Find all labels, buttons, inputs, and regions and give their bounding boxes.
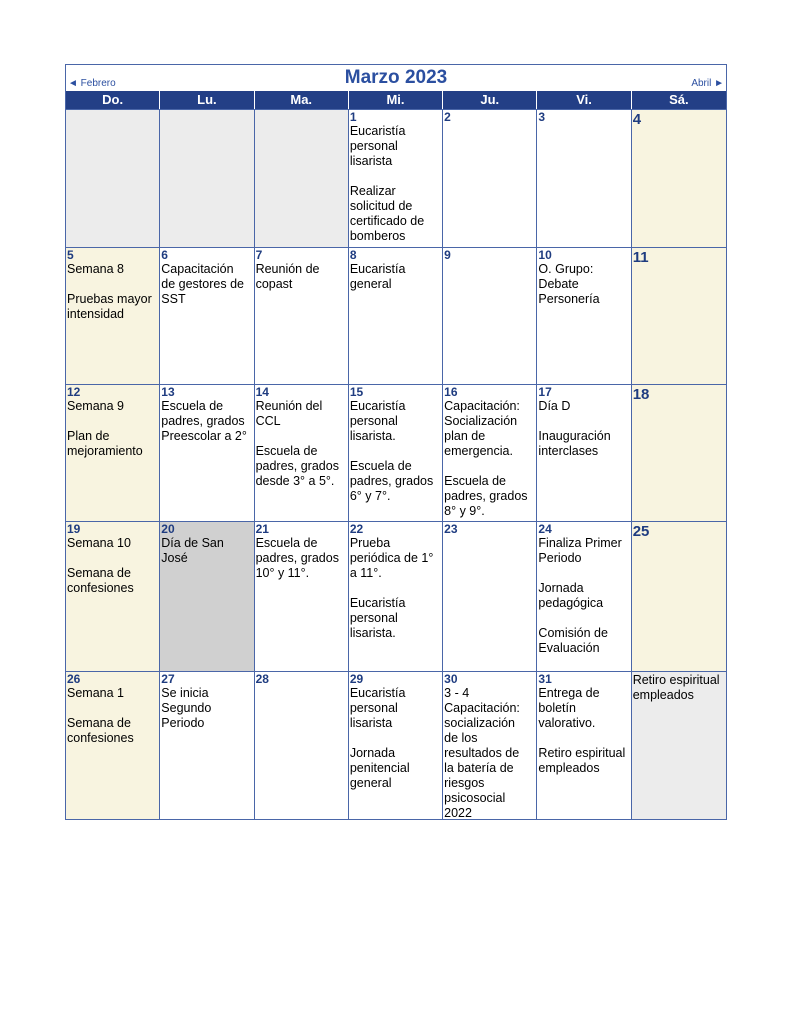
event-text: Se inicia Segundo Periodo [161, 686, 212, 730]
day-cell-2[interactable] [443, 109, 537, 247]
day-number: 4 [632, 111, 642, 128]
day-cell-13[interactable] [160, 384, 254, 521]
day-cell-15[interactable] [349, 384, 443, 521]
day-cell-23[interactable] [443, 521, 537, 671]
event-text: Escuela de padres, grados desde 3° a 5°. [255, 444, 339, 488]
day-number: 17 [538, 385, 552, 399]
day-cell-8[interactable] [349, 247, 443, 384]
event-text: Finaliza Primer Periodo [538, 536, 622, 565]
event-text: O. Grupo: Debate Personería [538, 262, 600, 306]
day-cell-29[interactable] [349, 671, 443, 819]
event-text: Reunión de copast [255, 262, 320, 291]
day-cell-12[interactable] [66, 384, 160, 521]
day-number: 16 [444, 385, 458, 399]
event-text: Entrega de boletín valorativo. [538, 686, 600, 730]
event-text: Comisión de Evaluación [538, 626, 608, 655]
next-month-link[interactable]: Abril ► [691, 78, 724, 89]
event-text: Capacitación de gestores de SST [161, 262, 244, 306]
day-number: 19 [67, 522, 81, 536]
day-number: 26 [67, 672, 81, 686]
event-text: 3 - 4 Capacitación: socialización de los resultados de la batería de riesgos psicosocial 2022 [444, 686, 520, 819]
event-text: Retiro espiritual empleados [538, 746, 626, 775]
day-cell-empty[interactable] [160, 109, 254, 247]
day-number: 11 [632, 249, 649, 266]
day-cell-empty[interactable] [632, 671, 726, 819]
day-cell-31[interactable] [537, 671, 631, 819]
prev-month-link[interactable]: ◄ Febrero [68, 78, 116, 89]
event-text: Eucaristía personal lisarista. [349, 596, 406, 640]
day-number: 1 [349, 110, 357, 124]
event-text: Inauguración interclases [538, 429, 611, 458]
day-number: 31 [538, 672, 552, 686]
event-text: Capacitación: Socialización plan de emergencia. [444, 399, 520, 458]
weekday-thursday: Ju. [443, 91, 537, 109]
day-number: 27 [161, 672, 175, 686]
day-cell-19[interactable] [66, 521, 160, 671]
event-text: Eucaristía personal lisarista [349, 686, 406, 730]
weekday-header [66, 91, 726, 109]
day-number: 5 [67, 248, 74, 262]
day-cell-18[interactable] [632, 384, 726, 521]
event-text: Escuela de padres, grados Preescolar a 2° [161, 399, 247, 443]
day-cell-5[interactable] [66, 247, 160, 384]
day-number: 3 [538, 110, 546, 124]
event-text: Eucaristía personal lisarista. [349, 399, 406, 443]
event-text: Eucaristía general [349, 262, 406, 291]
day-number: 21 [255, 522, 269, 536]
day-cell-24[interactable] [537, 521, 631, 671]
day-cell-7[interactable] [255, 247, 349, 384]
day-number: 24 [538, 522, 552, 536]
event-text: Semana 9 [67, 399, 124, 413]
day-cell-21[interactable] [255, 521, 349, 671]
event-text: Plan de mejoramiento [67, 429, 143, 458]
day-number: 29 [349, 672, 364, 686]
event-text: Eucaristía personal lisarista [349, 124, 406, 168]
day-cell-empty[interactable] [66, 109, 160, 247]
calendar-header [66, 65, 726, 91]
day-number: 12 [67, 385, 81, 399]
day-number: 8 [349, 248, 357, 262]
weekday-saturday: Sá. [669, 92, 689, 107]
day-cell-10[interactable] [537, 247, 631, 384]
weekday-sunday: Do. [66, 91, 160, 109]
day-number: 23 [444, 522, 458, 536]
event-text: Pruebas mayor intensidad [67, 292, 152, 321]
day-cell-17[interactable] [537, 384, 631, 521]
event-text: Día de San José [161, 536, 224, 565]
day-number: 20 [161, 522, 175, 536]
event-text: Retiro espiritual empleados [632, 673, 720, 702]
day-number: 9 [444, 248, 451, 262]
day-number: 6 [161, 248, 168, 262]
event-text: Jornada pedagógica [538, 581, 604, 610]
event-text: Día D [538, 399, 571, 413]
event-text: Semana de confesiones [67, 566, 134, 595]
event-text: Semana 1 [67, 686, 124, 700]
day-cell-3[interactable] [537, 109, 631, 247]
calendar-grid [66, 109, 726, 819]
day-number: 30 [444, 672, 458, 686]
calendar [65, 64, 727, 820]
day-cell-28[interactable] [255, 671, 349, 819]
weekday-monday: Lu. [160, 91, 254, 109]
day-number: 2 [444, 110, 451, 124]
day-cell-1[interactable] [349, 109, 443, 247]
day-cell-11[interactable] [632, 247, 726, 384]
event-text: Escuela de padres, grados 10° y 11°. [255, 536, 339, 580]
day-cell-26[interactable] [66, 671, 160, 819]
month-title: Marzo 2023 [344, 67, 448, 88]
day-number: 13 [161, 385, 175, 399]
day-cell-20[interactable] [160, 521, 254, 671]
day-cell-6[interactable] [160, 247, 254, 384]
day-cell-14[interactable] [255, 384, 349, 521]
event-text: Jornada penitencial general [349, 746, 410, 790]
day-cell-4[interactable] [632, 109, 726, 247]
weekday-wednesday: Mi. [349, 91, 443, 109]
day-cell-25[interactable] [632, 521, 726, 671]
event-text: Semana 8 [67, 262, 124, 276]
day-number: 14 [255, 385, 269, 399]
day-cell-30[interactable] [443, 671, 537, 819]
day-cell-empty[interactable] [255, 109, 349, 247]
weekday-friday: Vi. [537, 91, 631, 109]
event-text: Prueba periódica de 1° a 11°. [349, 536, 434, 580]
weekday-tuesday: Ma. [255, 91, 349, 109]
day-cell-22[interactable] [349, 521, 443, 671]
day-cell-16[interactable] [443, 384, 537, 521]
event-text: Semana 10 [67, 536, 131, 550]
event-text: Realizar solicitud de certificado de bomberos [349, 184, 425, 243]
day-number: 15 [349, 385, 364, 399]
event-text: Escuela de padres, grados 6° y 7°. [349, 459, 434, 503]
day-cell-9[interactable] [443, 247, 537, 384]
day-number: 28 [255, 672, 269, 686]
day-number: 18 [632, 386, 650, 403]
event-text: Escuela de padres, grados 8° y 9°. [444, 474, 528, 518]
day-number: 22 [349, 522, 364, 536]
event-text: Reunión del CCL [255, 399, 323, 428]
day-number: 7 [255, 248, 263, 262]
day-number: 25 [632, 523, 650, 540]
event-text: Semana de confesiones [67, 716, 134, 745]
day-cell-27[interactable] [160, 671, 254, 819]
day-number: 10 [538, 248, 552, 262]
